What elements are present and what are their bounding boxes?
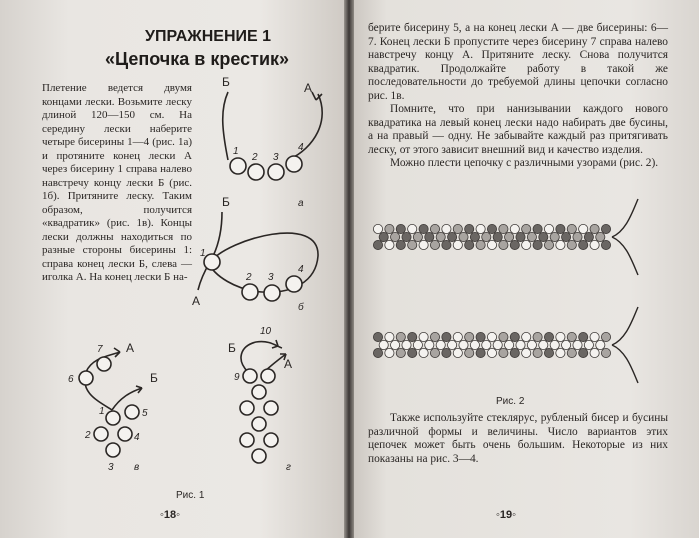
bead bbox=[436, 340, 445, 349]
bead bbox=[510, 240, 519, 249]
bead bbox=[373, 332, 382, 341]
bead bbox=[590, 332, 599, 341]
bead bbox=[579, 224, 588, 233]
page-number-right-value: 19 bbox=[499, 509, 513, 521]
thread-ends bbox=[612, 199, 638, 275]
bead bbox=[562, 340, 571, 349]
bead bbox=[453, 332, 462, 341]
bead-4v-label: 4 bbox=[134, 432, 140, 443]
bead bbox=[453, 240, 462, 249]
bead bbox=[505, 232, 514, 241]
exercise-title: «Цепочка в крестик» bbox=[105, 49, 290, 69]
bead bbox=[408, 348, 417, 357]
sub-v-label: в bbox=[134, 462, 140, 473]
bead bbox=[476, 224, 485, 233]
bead-4b bbox=[286, 276, 302, 292]
bead bbox=[516, 340, 525, 349]
bead-g4 bbox=[252, 417, 266, 431]
bead bbox=[584, 340, 593, 349]
bead bbox=[544, 240, 553, 249]
bead-2b-label: 2 bbox=[246, 272, 252, 283]
bead bbox=[487, 332, 496, 341]
bead bbox=[425, 232, 434, 241]
figure-1 bbox=[0, 0, 346, 538]
bead bbox=[493, 340, 502, 349]
end-b-label-g: Б bbox=[228, 341, 236, 355]
bead bbox=[567, 332, 576, 341]
bead bbox=[556, 332, 565, 341]
end-a-label-g: А bbox=[284, 357, 293, 371]
bead-chain-2 bbox=[373, 307, 638, 383]
right-paragraph-1: берите бисерину 5, а на конец лески А — две бисерины: 6—7. Конец лески Б пропустите через бисерину 7 справа налево навстречу концу А. Притяните леску. Снова получится квадратик. Продолжайте работу в такой же последовательности до требуемой длины цепочки согласно рис. 1в. bbox=[368, 22, 668, 102]
bead-4v bbox=[118, 427, 132, 441]
right-paragraph-2: Помните, что при нанизывании каждого нового квадратика на левый конец лески надо набирать две бусины, а на правый — одну. Не забывайте каждый раз притягивать леску, от этого зависит внешний вид и качество изделия. bbox=[368, 103, 668, 156]
bead bbox=[556, 240, 565, 249]
bead bbox=[470, 340, 479, 349]
bead-g2 bbox=[240, 401, 254, 415]
bead bbox=[442, 240, 451, 249]
bead bbox=[550, 340, 559, 349]
bead bbox=[584, 232, 593, 241]
bead-chain-1 bbox=[373, 199, 638, 275]
bead-1v bbox=[106, 411, 120, 425]
bead-g7 bbox=[252, 449, 266, 463]
bead bbox=[510, 348, 519, 357]
bead bbox=[425, 340, 434, 349]
bead bbox=[396, 348, 405, 357]
bead-9g-label: 9 bbox=[234, 372, 240, 383]
bead bbox=[379, 232, 388, 241]
end-b-label-v: Б bbox=[150, 371, 158, 385]
bead bbox=[510, 332, 519, 341]
bead bbox=[556, 348, 565, 357]
bead-1b-label: 1 bbox=[200, 248, 206, 259]
bead bbox=[442, 332, 451, 341]
bead bbox=[465, 240, 474, 249]
bead bbox=[487, 348, 496, 357]
right-paragraph-4: Также используйте стеклярус, рубленый бисер и бусины различной формы и величины. Число вариантов этих цепочек может быть очень большим. Некоторые из них показаны на рис. 3—4. bbox=[368, 412, 668, 465]
bead bbox=[419, 332, 428, 341]
bead bbox=[567, 240, 576, 249]
bead bbox=[544, 224, 553, 233]
fig1b bbox=[198, 212, 318, 301]
bead bbox=[419, 348, 428, 357]
bead bbox=[527, 232, 536, 241]
bead bbox=[499, 332, 508, 341]
bead bbox=[465, 348, 474, 357]
left-paragraph-text: Плетение ведется двумя концами лески. Возьмите леску длиной 120—150 см. На середину лески наберите четыре бисерины 1—4 (рис. 1а) и протяните конец лески А через бисерину 1 справа налево навстречу концу лески Б (рис. 1б). Притяните леску. Таким образом, получится «квадратик» (рис. 1в). Концы лески должны находиться по разные стороны бисерины 1: справа конец лески Б, слева — иголка А. На конец лески Б на- bbox=[42, 82, 192, 283]
bead-5v bbox=[125, 405, 139, 419]
figure-2-caption: Рис. 2 bbox=[496, 396, 525, 407]
bead bbox=[539, 232, 548, 241]
bead-g3 bbox=[264, 401, 278, 415]
bead bbox=[396, 332, 405, 341]
bead bbox=[567, 224, 576, 233]
figure-2 bbox=[352, 200, 699, 400]
bead-2 bbox=[248, 164, 264, 180]
bead bbox=[396, 224, 405, 233]
bead bbox=[590, 240, 599, 249]
bead bbox=[522, 240, 531, 249]
bead bbox=[579, 348, 588, 357]
bead-2v-label: 2 bbox=[85, 430, 91, 441]
page-number-right: ◦19◦ bbox=[496, 509, 517, 521]
bead bbox=[465, 224, 474, 233]
bead bbox=[379, 340, 388, 349]
bead bbox=[476, 240, 485, 249]
bead bbox=[448, 232, 457, 241]
bead-3b-label: 3 bbox=[268, 272, 274, 283]
bead bbox=[402, 232, 411, 241]
bead bbox=[373, 224, 382, 233]
bead bbox=[373, 348, 382, 357]
bead bbox=[413, 340, 422, 349]
bead-5v-label: 5 bbox=[142, 408, 148, 419]
bead bbox=[493, 232, 502, 241]
bead bbox=[436, 232, 445, 241]
sub-g-label: г bbox=[286, 462, 291, 473]
bead bbox=[522, 332, 531, 341]
bead bbox=[482, 232, 491, 241]
bead-4-label: 4 bbox=[298, 142, 304, 153]
bead bbox=[567, 348, 576, 357]
bead bbox=[419, 240, 428, 249]
bead-4b-label: 4 bbox=[298, 264, 304, 275]
bead bbox=[499, 348, 508, 357]
bead bbox=[499, 240, 508, 249]
thread-ends bbox=[612, 307, 638, 383]
bead bbox=[601, 332, 610, 341]
bead bbox=[385, 240, 394, 249]
sub-a-label: а bbox=[298, 198, 304, 209]
bead bbox=[533, 332, 542, 341]
bead bbox=[408, 240, 417, 249]
bead-2v bbox=[94, 427, 108, 441]
bead bbox=[544, 348, 553, 357]
end-a-label-a: А bbox=[304, 81, 313, 95]
bead bbox=[408, 224, 417, 233]
bead-3v bbox=[106, 443, 120, 457]
bead bbox=[516, 232, 525, 241]
bead bbox=[573, 232, 582, 241]
bead-1b bbox=[204, 254, 220, 270]
bead-1 bbox=[230, 158, 246, 174]
page-number-left: ◦18◦ bbox=[160, 509, 181, 521]
bead bbox=[459, 232, 468, 241]
bead bbox=[430, 348, 439, 357]
bead-10g bbox=[261, 369, 275, 383]
bead bbox=[590, 224, 599, 233]
bead bbox=[579, 332, 588, 341]
bead bbox=[453, 224, 462, 233]
right-text-bottom bbox=[368, 412, 668, 466]
bead bbox=[470, 232, 479, 241]
exercise-heading: УПРАЖНЕНИЕ 1 bbox=[145, 28, 272, 45]
bead bbox=[596, 340, 605, 349]
bead bbox=[601, 224, 610, 233]
bead bbox=[453, 348, 462, 357]
bead bbox=[562, 232, 571, 241]
bead bbox=[430, 224, 439, 233]
bead-g1 bbox=[252, 385, 266, 399]
bead bbox=[413, 232, 422, 241]
bead bbox=[522, 348, 531, 357]
bead bbox=[391, 340, 400, 349]
bead bbox=[391, 232, 400, 241]
end-b-label-b: Б bbox=[222, 195, 230, 209]
bead-1v-label: 1 bbox=[99, 406, 105, 417]
bead bbox=[601, 348, 610, 357]
bead-10g-label: 10 bbox=[260, 326, 272, 337]
bead bbox=[533, 240, 542, 249]
bead-9g bbox=[243, 369, 257, 383]
bead-7v bbox=[97, 357, 111, 371]
bead bbox=[459, 340, 468, 349]
bead-6v-label: 6 bbox=[68, 374, 74, 385]
right-paragraph-3: Можно плести цепочку с различными узорами (рис. 2). bbox=[390, 157, 659, 169]
bead bbox=[539, 340, 548, 349]
bead bbox=[596, 232, 605, 241]
bead bbox=[385, 224, 394, 233]
bead bbox=[476, 348, 485, 357]
bead-3-label: 3 bbox=[273, 152, 279, 163]
bead-1-label: 1 bbox=[233, 146, 239, 157]
bead-g6 bbox=[264, 433, 278, 447]
bead bbox=[487, 240, 496, 249]
bead-7v-label: 7 bbox=[97, 344, 103, 355]
bead-g5 bbox=[240, 433, 254, 447]
bead-4 bbox=[286, 156, 302, 172]
bead-6v bbox=[79, 371, 93, 385]
bead bbox=[550, 232, 559, 241]
bead-2b bbox=[242, 284, 258, 300]
bead bbox=[448, 340, 457, 349]
figure-1-caption: Рис. 1 bbox=[176, 490, 205, 501]
bead bbox=[533, 224, 542, 233]
bead bbox=[430, 240, 439, 249]
bead bbox=[385, 332, 394, 341]
bead bbox=[442, 224, 451, 233]
fig1g bbox=[240, 340, 286, 463]
right-text-top bbox=[368, 22, 668, 171]
bead-2-label: 2 bbox=[252, 152, 258, 163]
bead bbox=[408, 332, 417, 341]
bead bbox=[579, 240, 588, 249]
page-number-left-value: 18 bbox=[163, 509, 177, 521]
bead bbox=[465, 332, 474, 341]
bead bbox=[430, 332, 439, 341]
end-b-label-a: Б bbox=[222, 75, 230, 89]
thread-a bbox=[288, 94, 322, 160]
bead bbox=[522, 224, 531, 233]
bead-3v-label: 3 bbox=[108, 462, 114, 473]
bead bbox=[476, 332, 485, 341]
bead bbox=[510, 224, 519, 233]
bead bbox=[442, 348, 451, 357]
fig1a bbox=[223, 92, 322, 180]
bead bbox=[573, 340, 582, 349]
bead bbox=[544, 332, 553, 341]
bead bbox=[590, 348, 599, 357]
bead bbox=[487, 224, 496, 233]
bead bbox=[373, 240, 382, 249]
bead bbox=[533, 348, 542, 357]
bead bbox=[396, 240, 405, 249]
bead bbox=[527, 340, 536, 349]
bead-3b bbox=[264, 285, 280, 301]
bead bbox=[402, 340, 411, 349]
thread-b bbox=[223, 92, 228, 160]
bead bbox=[499, 224, 508, 233]
bead bbox=[385, 348, 394, 357]
bead bbox=[601, 240, 610, 249]
end-a-label-b: А bbox=[192, 294, 201, 308]
sub-b-label: б bbox=[298, 302, 304, 313]
bead-3 bbox=[268, 164, 284, 180]
bead bbox=[482, 340, 491, 349]
bead bbox=[419, 224, 428, 233]
bead bbox=[556, 224, 565, 233]
end-a-label-v: А bbox=[126, 341, 135, 355]
bead bbox=[505, 340, 514, 349]
